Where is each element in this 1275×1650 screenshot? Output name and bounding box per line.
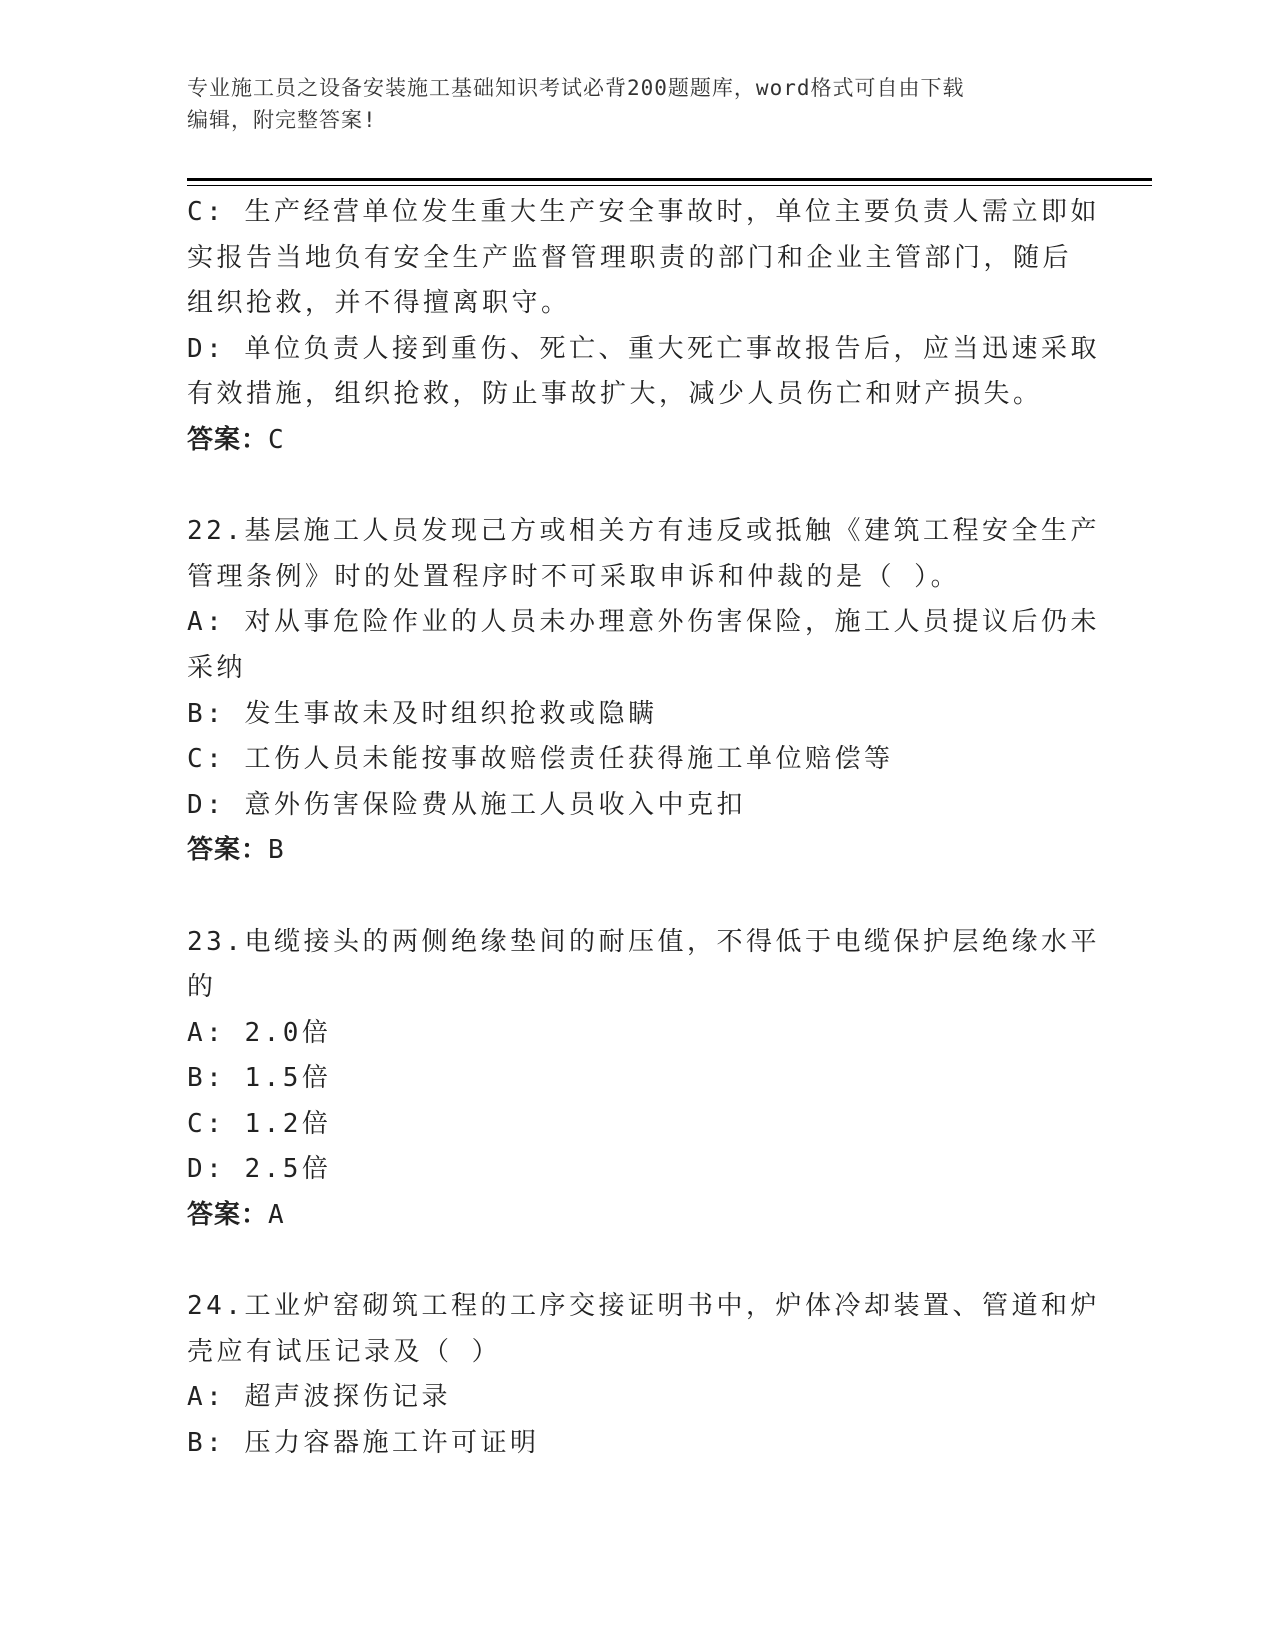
question-stem-line-1: 24.工业炉窑砌筑工程的工序交接证明书中，炉体冷却装置、管道和炉 bbox=[187, 1291, 1100, 1322]
question-23 bbox=[187, 920, 1100, 1239]
answer-label: 答案： bbox=[187, 1200, 269, 1231]
answer-line bbox=[187, 1193, 1087, 1239]
option-c: C: 工伤人员未能按事故赔偿责任获得施工单位赔偿等 bbox=[187, 744, 894, 775]
option-b: B: 发生事故未及时组织抢救或隐瞒 bbox=[187, 698, 658, 729]
option-a-line-2: 采纳 bbox=[187, 652, 247, 683]
option-d-line-2: 有效措施，组织抢救，防止事故扩大，减少人员伤亡和财产损失。 bbox=[187, 379, 1043, 410]
prev-question bbox=[187, 190, 1100, 464]
option-c: C: 1.2倍 bbox=[187, 1108, 332, 1139]
option-d: D: 2.5倍 bbox=[187, 1154, 332, 1185]
option-a: A: 2.0倍 bbox=[187, 1017, 332, 1048]
option-c-line-1: C: 生产经营单位发生重大生产安全事故时，单位主要负责人需立即如 bbox=[187, 197, 1100, 227]
spacer bbox=[187, 1239, 1087, 1285]
option-a-line-1: A: 对从事危险作业的人员未办理意外伤害保险，施工人员提议后仍未 bbox=[187, 607, 1100, 638]
option-a: A: 超声波探伤记录 bbox=[187, 1382, 451, 1413]
spacer bbox=[187, 464, 1087, 510]
answer-value: A bbox=[268, 1200, 285, 1231]
question-stem-line-2: 管理条例》时的处置程序时不可采取申诉和仲裁的是（ ）。 bbox=[187, 561, 961, 592]
question-24 bbox=[187, 1284, 1100, 1466]
option-b: B: 压力容器施工许可证明 bbox=[187, 1428, 540, 1459]
header-rule-thin bbox=[187, 185, 1152, 186]
option-d-line-1: D: 单位负责人接到重伤、死亡、重大死亡事故报告后，应当迅速采取 bbox=[187, 333, 1100, 364]
question-22 bbox=[187, 509, 1100, 874]
option-d: D: 意外伤害保险费从施工人员收入中克扣 bbox=[187, 789, 746, 820]
question-stem-line-2: 壳应有试压记录及（ ） bbox=[187, 1336, 502, 1367]
question-stem-line-1: 22.基层施工人员发现己方或相关方有违反或抵触《建筑工程安全生产 bbox=[187, 516, 1100, 547]
header-line-2: 编辑，附完整答案! bbox=[187, 108, 377, 132]
question-stem-line-1: 23.电缆接头的两侧绝缘垫间的耐压值，不得低于电缆保护层绝缘水平 bbox=[187, 926, 1100, 957]
header-line-1: 专业施工员之设备安装施工基础知识考试必背200题题库，word格式可自由下载 bbox=[187, 76, 965, 100]
answer-line bbox=[187, 418, 1087, 464]
spacer bbox=[187, 874, 1087, 920]
option-c-line-2: 实报告当地负有安全生产监督管理职责的部门和企业主管部门，随后 bbox=[187, 242, 1073, 273]
option-b: B: 1.5倍 bbox=[187, 1063, 332, 1094]
answer-value: C bbox=[268, 424, 285, 455]
answer-label: 答案： bbox=[187, 424, 269, 455]
answer-value: B bbox=[268, 835, 285, 866]
question-content bbox=[187, 190, 1100, 1467]
answer-line bbox=[187, 828, 1087, 874]
answer-label: 答案： bbox=[187, 835, 269, 866]
option-c-line-3: 组织抢救，并不得擅离职守。 bbox=[187, 288, 571, 319]
header-rule-thick bbox=[187, 178, 1152, 181]
question-stem-line-2: 的 bbox=[187, 972, 217, 1003]
document-header bbox=[187, 72, 1087, 136]
